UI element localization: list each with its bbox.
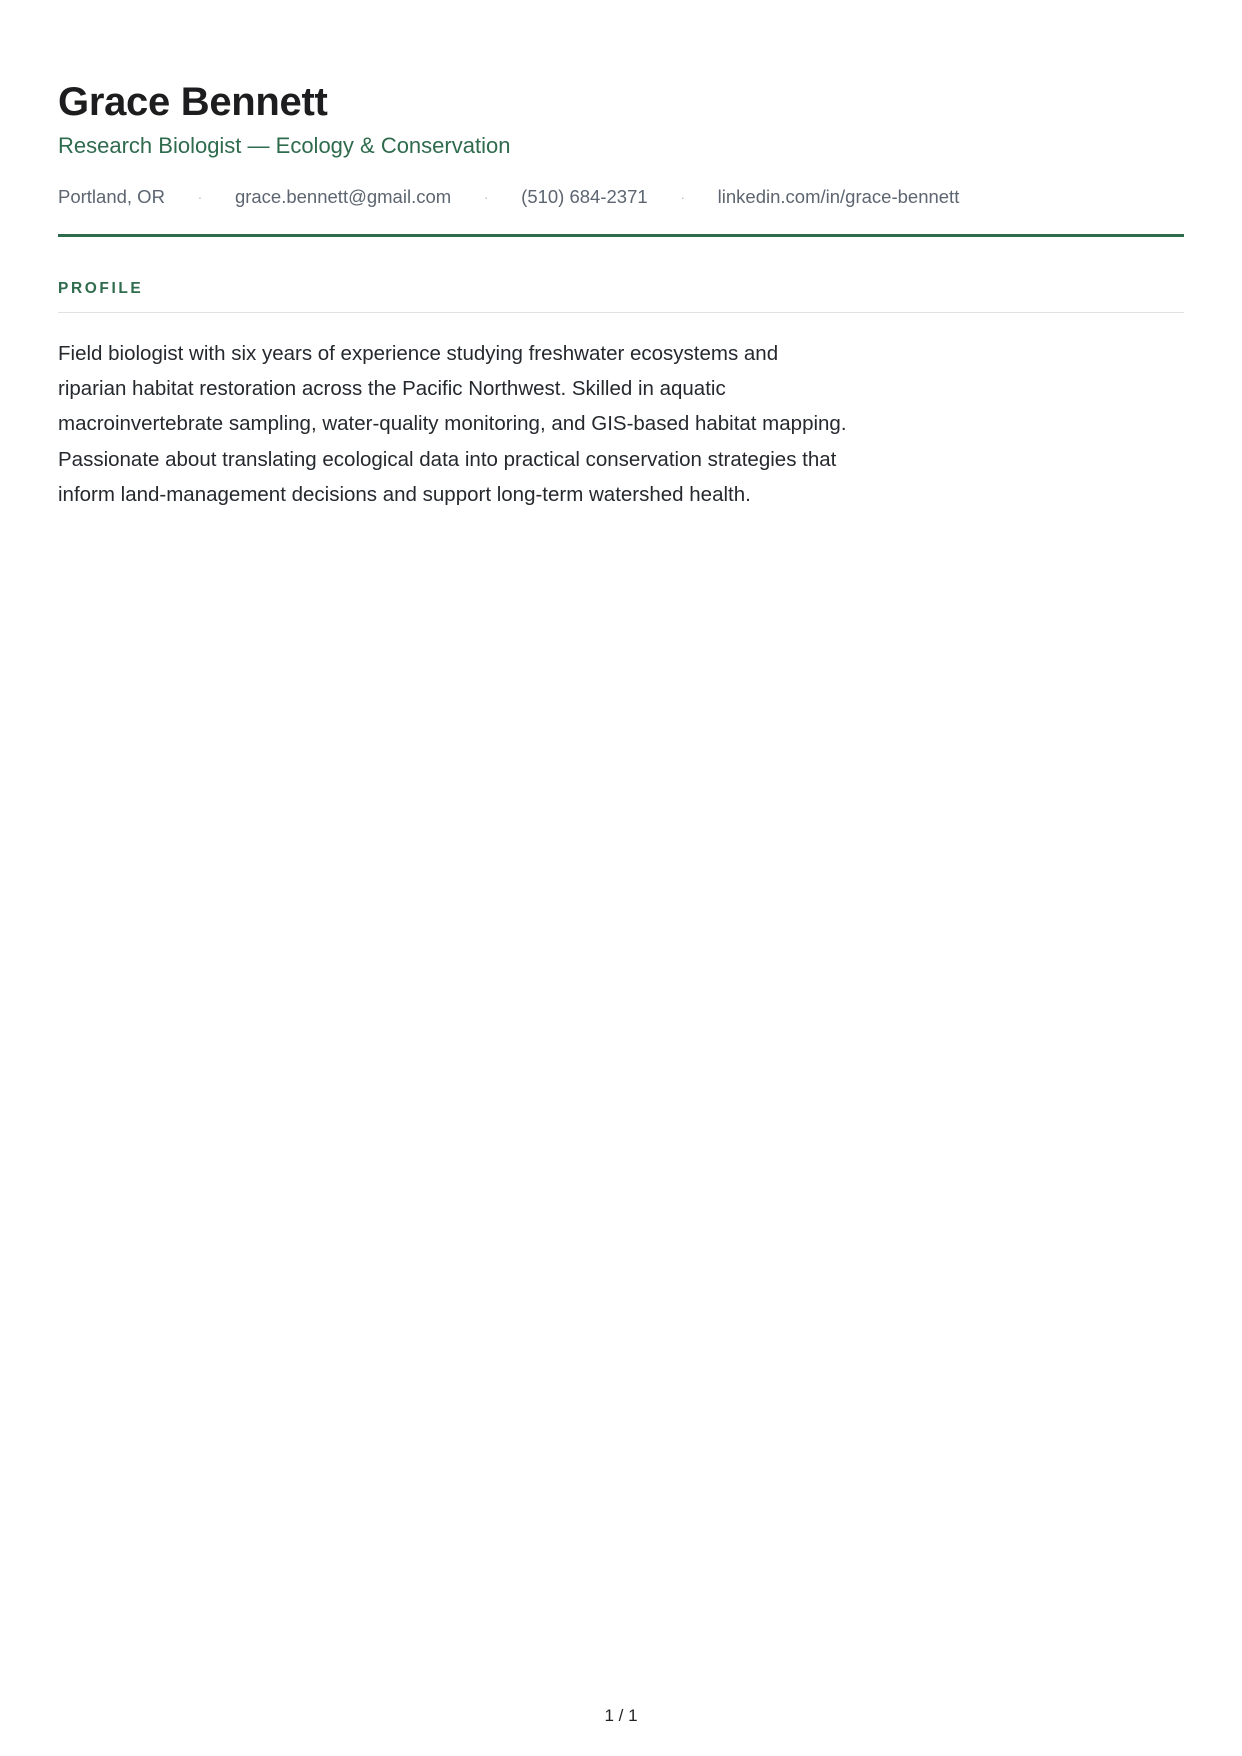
contact-linkedin[interactable]: linkedin.com/in/grace-bennett — [717, 186, 960, 207]
contact-separator: · — [197, 189, 203, 205]
contact-separator: · — [483, 189, 489, 205]
profile-summary: Field biologist with six years of experience studying freshwater ecosystems and riparian habitat restoration across the Pacific Northwest. Skilled in aquatic macroinvertebrate sampling, water-quality monitoring, and GIS-based habitat mapping. Passionate about translating ecological data into practical conservation strategies that inform land-management decisions and support long-term watershed health. — [58, 342, 847, 506]
candidate-name: Grace Bennett — [58, 80, 328, 124]
contact-line — [58, 184, 959, 210]
job-title: Research Biologist — Ecology & Conservation — [58, 133, 511, 158]
profile-divider — [58, 312, 1184, 313]
contact-separator: · — [680, 189, 685, 205]
contact-location: Portland, OR — [58, 186, 165, 207]
profile-heading: PROFILE — [58, 280, 144, 297]
page-number: 1 / 1 — [604, 1706, 638, 1725]
contact-phone[interactable]: (510) 684-2371 — [521, 186, 648, 207]
contact-email[interactable]: grace.bennett@gmail.com — [234, 186, 452, 207]
header-divider — [58, 234, 1184, 237]
